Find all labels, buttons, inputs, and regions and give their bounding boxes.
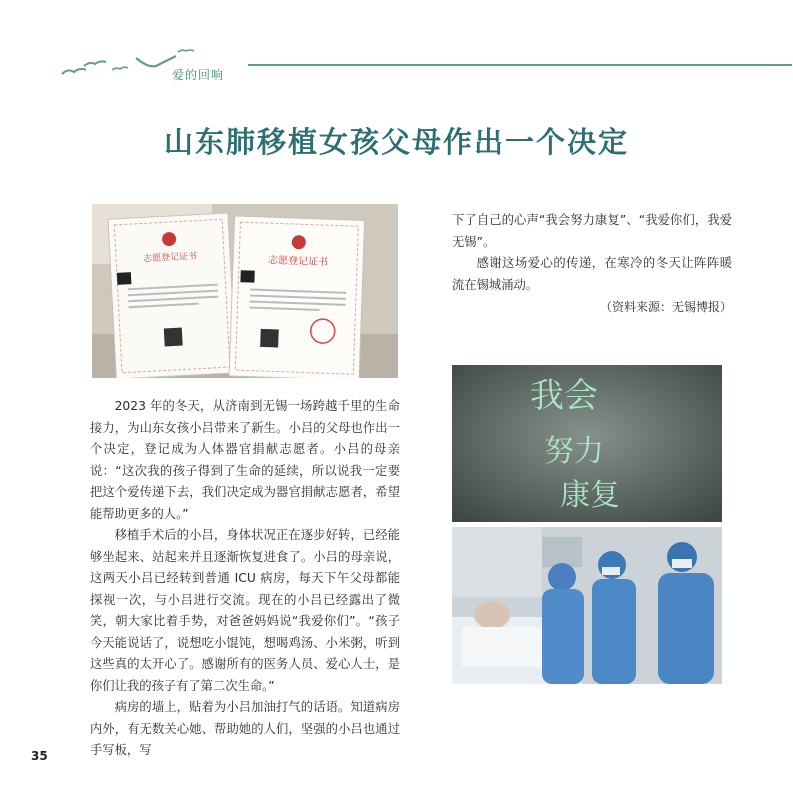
paragraph: 感谢这场爱心的传递，在寒冷的冬天让阵阵暖流在锡城涌动。 [452, 256, 732, 292]
article-title: 山东肺移植女孩父母作出一个决定 [163, 125, 629, 159]
certificate-photo [92, 204, 398, 378]
handwriting-board-photo [452, 365, 722, 522]
svg-text:志愿登记证书: 志愿登记证书 [142, 251, 198, 265]
paragraph: 移植手术后的小吕，身体状况正在逐步好转，已经能够坐起来、站起来并且逐渐恢复进食了。小吕的母亲说，这两天小吕已经转到普通 ICU 病房，每天下午父母都能探视一次，与小吕进行交流。现在的小吕已经露出了微笑，朝大家比着手势，对爸爸妈妈说“我爱你们”。“孩子今天能说话了，说想吃小馄饨，想喝鸡汤、小米粥，听到这些真的太开心了。感谢所有的医务人员、爱心人士，是你们让我的孩子有了第二次生命。” [90, 528, 400, 693]
section-label: 爱的回响 [172, 68, 225, 82]
hospital-ward-photo [452, 527, 722, 684]
svg-text:志愿登记证书: 志愿登记证书 [267, 255, 329, 269]
source-note: （资料来源：无锡博报） [599, 300, 732, 314]
handwriting-line: 康复 [560, 478, 620, 513]
paragraph-continuation: 下了自己的心声“我会努力康复”、“我爱你们，我爱无锡”。 [452, 213, 732, 249]
paragraph: 2023 年的冬天，从济南到无锡一场跨越千里的生命接力，为山东女孩小吕带来了新生。小吕的父母也作出一个决定，登记成为人体器官捐献志愿者。小吕的母亲说：“这次我的孩子得到了生命的延续，所以说我一定要把这个爱传递下去，我们决定成为器官捐献志愿者，希望能帮助更多的人。” [90, 399, 400, 521]
paragraph: 病房的墙上，贴着为小吕加油打气的话语。知道病房内外，有无数关心她、帮助她的人们，坚强的小吕也通过手写板，写 [90, 700, 400, 757]
handwriting-line: 努力 [544, 434, 604, 469]
header-divider [248, 64, 792, 66]
page-number: 35 [31, 749, 48, 763]
article-body-left [90, 396, 400, 762]
handwriting-line: 我会 [530, 376, 598, 416]
article-body-right [452, 210, 732, 319]
